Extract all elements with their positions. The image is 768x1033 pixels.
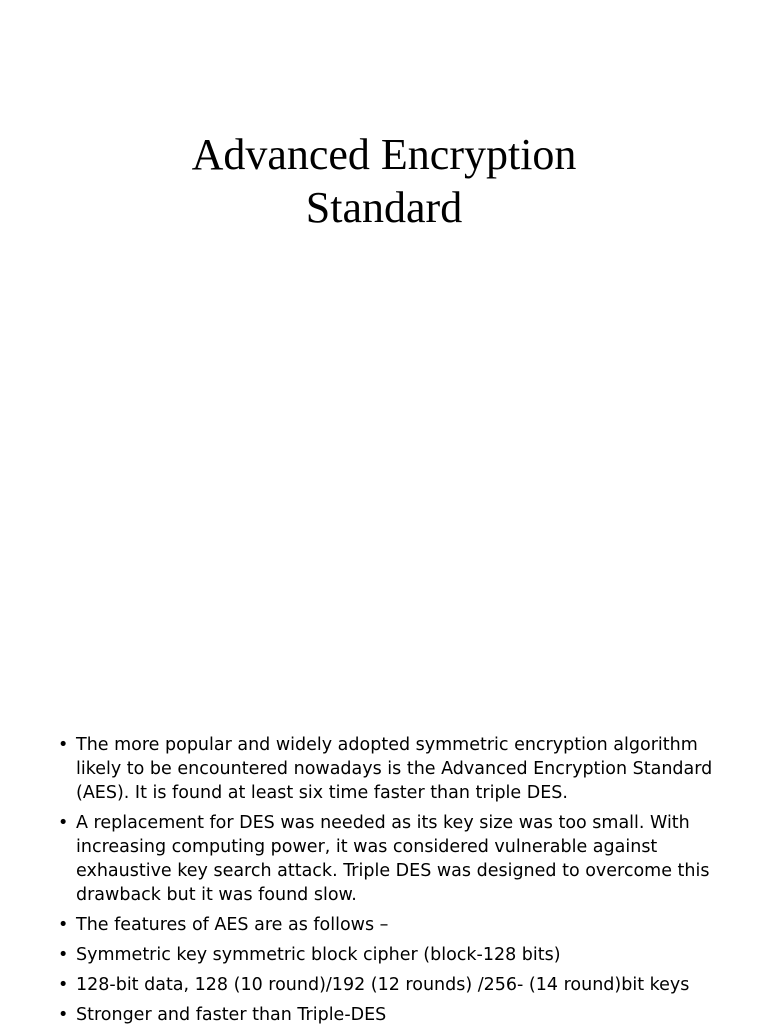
bullet-dot-icon: • bbox=[58, 915, 69, 935]
bullet-list bbox=[58, 733, 748, 1033]
bullet-text: The features of AES are as follows – bbox=[76, 915, 389, 935]
bullet-item bbox=[58, 973, 748, 997]
bullet-item bbox=[58, 733, 748, 805]
bullet-text: 128-bit data, 128 (10 round)/192 (12 rounds) /256- (14 round)bit keys bbox=[76, 975, 690, 995]
bullet-dot-icon: • bbox=[58, 813, 69, 833]
bullet-item bbox=[58, 913, 748, 937]
bullet-text: The more popular and widely adopted symmetric encryption algorithm likely to be encountered nowadays is the Advanced Encryption Standard (AES). It is found at least six time faster than triple DES. bbox=[76, 735, 713, 803]
title-line-1: Advanced Encryption bbox=[191, 130, 577, 179]
title-line-2: Standard bbox=[305, 183, 463, 232]
bullet-dot-icon: • bbox=[58, 975, 69, 995]
bullet-dot-icon: • bbox=[58, 735, 69, 755]
bullet-dot-icon: • bbox=[58, 945, 69, 965]
bullet-text: A replacement for DES was needed as its key size was too small. With increasing computing power, it was considered vulnerable against exhaustive key search attack. Triple DES was designed to overcome this drawback but it was found slow. bbox=[76, 813, 710, 905]
bullet-item bbox=[58, 1003, 748, 1027]
bullet-dot-icon: • bbox=[58, 1005, 69, 1025]
bullet-text: Symmetric key symmetric block cipher (block-128 bits) bbox=[76, 945, 561, 965]
bullet-item bbox=[58, 943, 748, 967]
bullet-item bbox=[58, 811, 748, 907]
slide-title bbox=[0, 128, 768, 234]
bullet-text: Stronger and faster than Triple-DES bbox=[76, 1005, 387, 1025]
